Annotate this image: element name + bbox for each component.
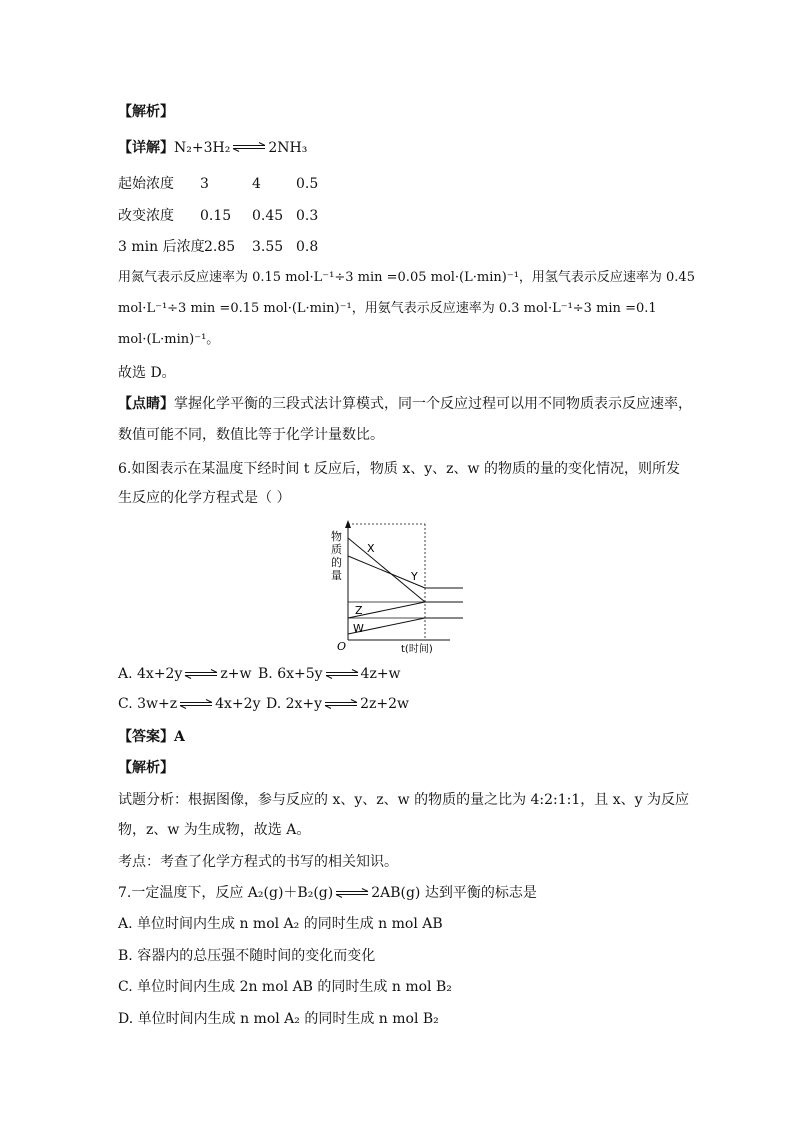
table-cell: 0.8 [296, 239, 319, 255]
rate-text-line: mol·(L·min)⁻¹。 [118, 332, 220, 347]
table-cell: 0.5 [296, 176, 319, 192]
reversible-arrow-icon [179, 699, 213, 709]
question-6-stem: 生反应的化学方程式是（ ） [118, 490, 291, 506]
question-6-stem: 6.如图表示在某温度下经时间 t 反应后，物质 x、y、z、w 的物质的量的变化情况，则所发 [118, 461, 680, 477]
option-d[interactable] [266, 694, 409, 714]
table-row [118, 206, 318, 226]
option-d-left: D. 2x+y [266, 696, 323, 712]
comment-label: 【点睛】 [118, 396, 174, 412]
table-cell: 3.55 [252, 239, 284, 255]
y-axis-label-char: 物 [331, 530, 342, 543]
table-row-label: 起始浓度 [118, 176, 174, 192]
q7-option-c[interactable]: C. 单位时间内生成 2n mol AB 的同时生成 n mol B₂ [118, 979, 452, 995]
comment-text: 数值可能不同，数值比等于化学计量数比。 [118, 427, 384, 443]
question-7-stem-left: 7.一定温度下，反应 A₂(g)＋B₂(g) [118, 885, 334, 901]
amount-vs-time-figure [325, 518, 467, 654]
reversible-arrow-icon [325, 669, 359, 679]
series-z-label: Z [355, 604, 363, 617]
conclusion-text: 故选 D。 [118, 365, 176, 381]
table-row [118, 174, 318, 194]
option-a-left: A. 4x+2y [118, 666, 183, 682]
table-cell: 4 [252, 176, 261, 192]
table-cell: 2.85 [204, 239, 236, 255]
y-axis-label-char: 量 [331, 569, 342, 582]
analysis-heading: 【解析】 [118, 760, 174, 776]
table-row-label: 3 min 后浓度 [118, 239, 205, 255]
comment-line [118, 394, 692, 414]
option-b-right: 4z+w [360, 666, 401, 682]
series-x-label: X [367, 542, 375, 555]
option-c[interactable] [118, 694, 260, 714]
series-y-label: Y [411, 570, 418, 583]
reversible-arrow-icon [184, 669, 218, 679]
reversible-arrow-icon [335, 888, 369, 898]
detail-equation-line [118, 138, 307, 158]
y-axis-label-char: 质 [331, 543, 342, 556]
table-cell: 0.45 [252, 208, 284, 224]
table-cell: 0.15 [200, 208, 232, 224]
question-7-stem [118, 883, 537, 903]
option-a-right: z+w [220, 666, 252, 682]
question-7-stem-right: 2AB(g) 达到平衡的标志是 [371, 885, 537, 901]
rate-text-line: 用氮气表示反应速率为 0.15 mol·L⁻¹÷3 min =0.05 mol·(L·min)⁻¹，用氢气表示反应速率为 0.45 [118, 270, 695, 285]
option-b[interactable] [258, 664, 401, 684]
answer: 【答案】A [118, 729, 185, 745]
series-w-label: W [353, 622, 364, 635]
option-d-right: 2z+2w [360, 696, 409, 712]
analysis-text: 物，z、w 为生成物，故选 A。 [118, 822, 311, 838]
analysis-heading: 【解析】 [118, 104, 174, 120]
reversible-arrow-icon [324, 699, 358, 709]
table-cell: 0.3 [296, 208, 319, 224]
table-cell: 3 [200, 176, 209, 192]
q7-option-b[interactable]: B. 容器内的总压强不随时间的变化而变化 [118, 948, 376, 964]
option-b-left: B. 6x+5y [258, 666, 323, 682]
equation-right: 2NH₃ [268, 140, 308, 156]
detail-label: 【详解】 [118, 140, 174, 156]
comment-text: 掌握化学平衡的三段式法计算模式，同一个反应过程可以用不同物质表示反应速率， [174, 396, 692, 412]
reversible-arrow-icon [232, 142, 266, 152]
q7-option-d[interactable]: D. 单位时间内生成 n mol A₂ 的同时生成 n mol B₂ [118, 1011, 439, 1027]
equation [174, 138, 307, 158]
table-row-label: 改变浓度 [118, 208, 174, 224]
origin-label: O [337, 640, 347, 653]
analysis-text: 试题分析：根据图像，参与反应的 x、y、z、w 的物质的量之比为 4:2:1:1，且 x、y 为反应 [118, 792, 689, 808]
y-axis-label-char: 的 [331, 556, 342, 569]
table-row [118, 237, 318, 257]
x-axis-label: t(时间) [401, 644, 433, 654]
equation-left: N₂+3H₂ [174, 140, 231, 156]
q7-option-a[interactable]: A. 单位时间内生成 n mol A₂ 的同时生成 n mol AB [118, 916, 443, 932]
option-c-right: 4x+2y [215, 696, 261, 712]
rate-text-line: mol·L⁻¹÷3 min =0.15 mol·(L·min)⁻¹，用氨气表示反应速率为 0.3 mol·L⁻¹÷3 min =0.1 [118, 301, 657, 316]
option-a[interactable] [118, 664, 251, 684]
option-c-left: C. 3w+z [118, 696, 178, 712]
kaodian-text: 考点：考查了化学方程式的书写的相关知识。 [118, 854, 398, 870]
